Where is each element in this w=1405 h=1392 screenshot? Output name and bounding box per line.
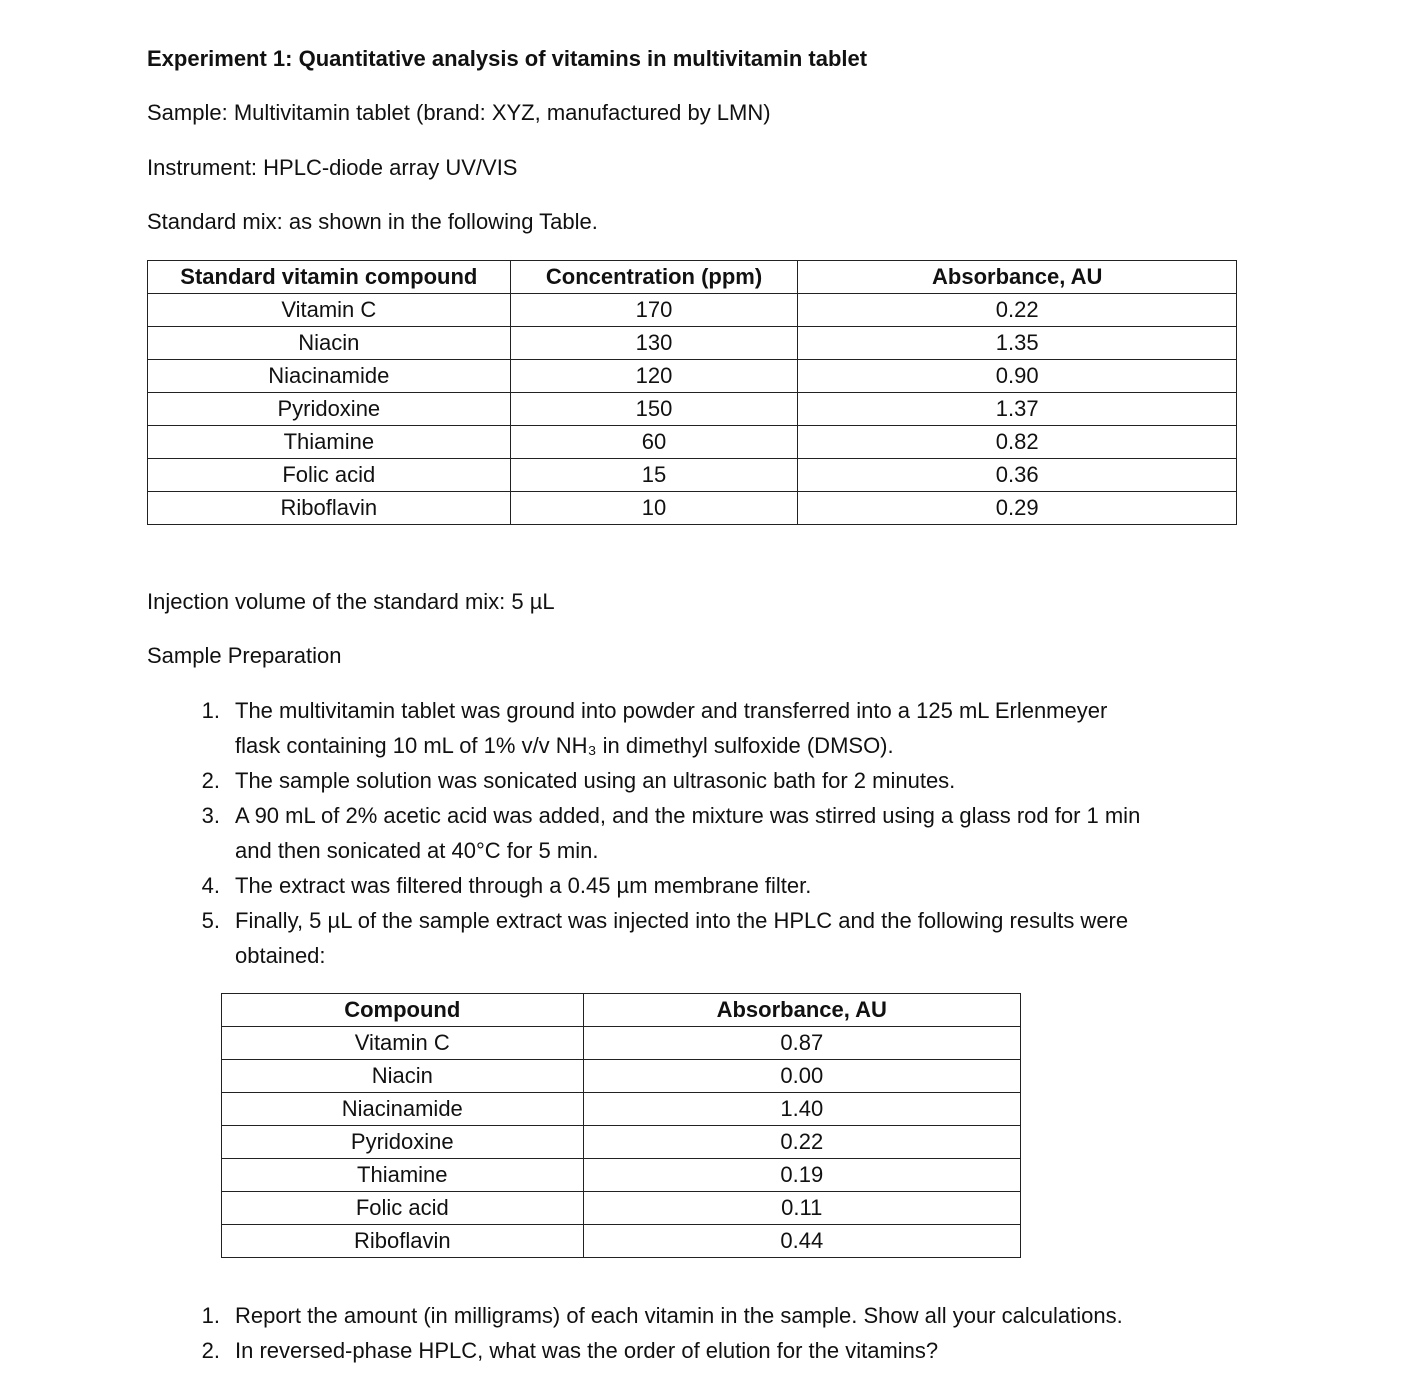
table-row [222,1093,1021,1126]
step-text: The sample solution was sonicated using an ultrasonic bath for 2 minutes. [235,768,956,793]
compound-cell: Pyridoxine [148,393,511,426]
table-row [148,459,1237,492]
standard-table-header: Absorbance, AU [798,261,1237,294]
concentration-cell: 10 [510,492,798,525]
standard-table-header: Concentration (ppm) [510,261,798,294]
document-title: Experiment 1: Quantitative analysis of vitamins in multivitamin tablet [147,46,868,71]
concentration-cell: 15 [510,459,798,492]
sample-table-header-row [222,994,1021,1027]
sample-table-header: Absorbance, AU [583,994,1020,1027]
question-text: Report the amount (in milligrams) of each vitamin in the sample. Show all your calculations. [235,1303,1123,1328]
concentration-cell: 170 [510,294,798,327]
list-number: 2. [201,768,220,793]
sample-line: Sample: Multivitamin tablet (brand: XYZ, manufactured by LMN) [147,100,771,125]
table-row [148,393,1237,426]
absorbance-cell: 0.90 [798,360,1237,393]
table-row [148,294,1237,327]
table-row [222,1060,1021,1093]
concentration-cell: 120 [510,360,798,393]
absorbance-cell: 0.82 [798,426,1237,459]
compound-cell: Thiamine [222,1159,584,1192]
list-number: 2. [201,1338,220,1363]
compound-cell: Vitamin C [222,1027,584,1060]
compound-cell: Vitamin C [148,294,511,327]
step-text: obtained: [235,943,326,968]
absorbance-cell: 1.40 [583,1093,1020,1126]
compound-cell: Niacinamide [148,360,511,393]
step-text: Finally, 5 µL of the sample extract was injected into the HPLC and the following results were [235,908,1129,933]
compound-cell: Niacin [148,327,511,360]
standard-table-header-row [148,261,1237,294]
step-text: The extract was filtered through a 0.45 µm membrane filter. [235,873,812,898]
absorbance-cell: 0.11 [583,1192,1020,1225]
list-number: 3. [201,803,220,828]
absorbance-cell: 0.00 [583,1060,1020,1093]
compound-cell: Niacin [222,1060,584,1093]
step-text: flask containing 10 mL of 1% v/v NH₃ in dimethyl sulfoxide (DMSO). [235,733,894,758]
compound-cell: Folic acid [148,459,511,492]
table-row [148,492,1237,525]
instrument-line: Instrument: HPLC-diode array UV/VIS [147,155,518,180]
table-row [148,360,1237,393]
sample-results-table [221,993,1021,1258]
list-number: 1. [201,1303,220,1328]
absorbance-cell: 0.87 [583,1027,1020,1060]
concentration-cell: 60 [510,426,798,459]
standard-table [147,260,1237,525]
standard-table-header: Standard vitamin compound [148,261,511,294]
table-row [222,1225,1021,1258]
step-text: A 90 mL of 2% acetic acid was added, and the mixture was stirred using a glass rod for 1 min [235,803,1141,828]
absorbance-cell: 0.29 [798,492,1237,525]
compound-cell: Pyridoxine [222,1126,584,1159]
list-number: 5. [201,908,220,933]
sample-table-header: Compound [222,994,584,1027]
absorbance-cell: 1.35 [798,327,1237,360]
absorbance-cell: 1.37 [798,393,1237,426]
list-number: 4. [201,873,220,898]
question-text: In reversed-phase HPLC, what was the order of elution for the vitamins? [235,1338,939,1363]
compound-cell: Thiamine [148,426,511,459]
compound-cell: Folic acid [222,1192,584,1225]
standard-mix-line: Standard mix: as shown in the following Table. [147,209,598,234]
sample-preparation-heading: Sample Preparation [147,643,342,668]
concentration-cell: 150 [510,393,798,426]
compound-cell: Riboflavin [148,492,511,525]
compound-cell: Niacinamide [222,1093,584,1126]
step-text: and then sonicated at 40°C for 5 min. [235,838,599,863]
table-row [222,1126,1021,1159]
injection-volume-line: Injection volume of the standard mix: 5 µL [147,589,555,614]
absorbance-cell: 0.22 [798,294,1237,327]
step-text: The multivitamin tablet was ground into powder and transferred into a 125 mL Erlenmeyer [235,698,1108,723]
list-number: 1. [201,698,220,723]
absorbance-cell: 0.19 [583,1159,1020,1192]
table-row [148,426,1237,459]
compound-cell: Riboflavin [222,1225,584,1258]
absorbance-cell: 0.22 [583,1126,1020,1159]
table-row [148,327,1237,360]
table-row [222,1159,1021,1192]
absorbance-cell: 0.44 [583,1225,1020,1258]
absorbance-cell: 0.36 [798,459,1237,492]
table-row [222,1192,1021,1225]
table-row [222,1027,1021,1060]
concentration-cell: 130 [510,327,798,360]
